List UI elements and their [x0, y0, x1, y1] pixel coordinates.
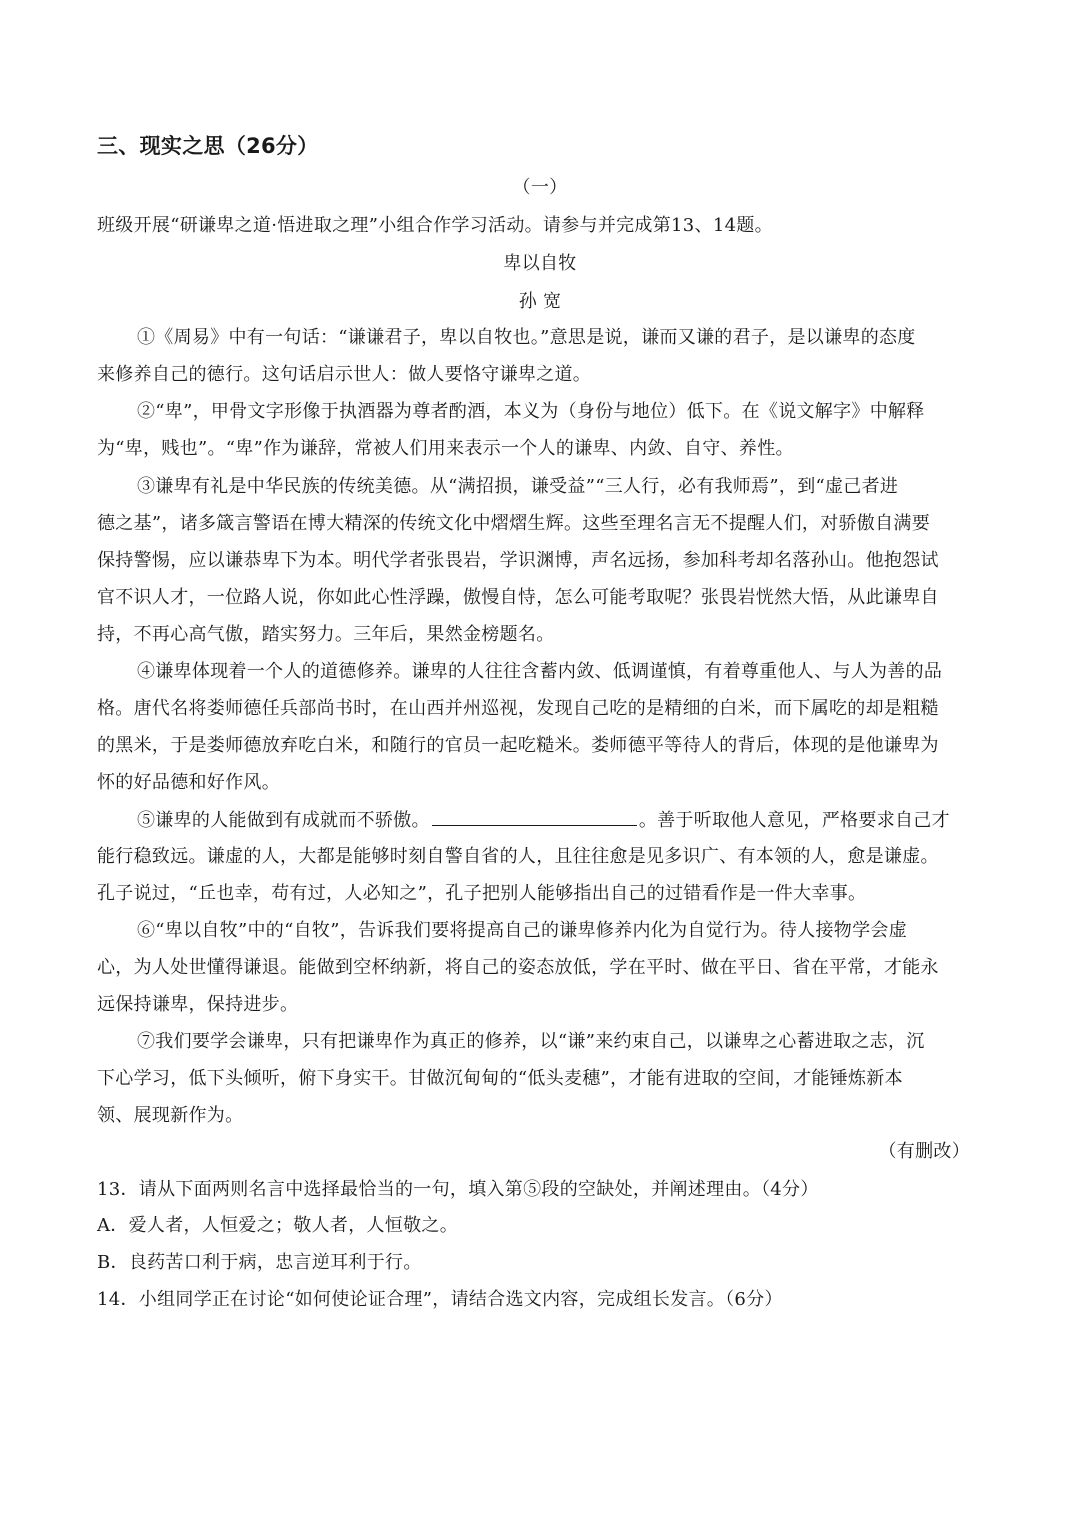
fill-in-blank — [432, 808, 637, 826]
question-14: 14．小组同学正在讨论“如何使论证合理”，请结合选文内容，完成组长发言。（6分） — [97, 1289, 783, 1310]
paragraph-5-line-1 — [137, 808, 950, 833]
paragraph-7-line-1: ⑦我们要学会谦卑，只有把谦卑作为真正的修养，以“谦”来约束自己，以谦卑之心蓄进取之志，沉 — [137, 1031, 925, 1052]
intro-text: 班级开展“研谦卑之道·悟进取之理”小组合作学习活动。请参与并完成第13、14题。 — [97, 215, 773, 236]
paragraph-3-line-1: ③谦卑有礼是中华民族的传统美德。从“满招损，谦受益”“三人行，必有我师焉”，到“虚己者进 — [137, 476, 899, 497]
paragraph-1-line-1: ①《周易》中有一句话：“谦谦君子，卑以自牧也。”意思是说，谦而又谦的君子，是以谦卑的态度 — [137, 327, 916, 348]
question-13: 13．请从下面两则名言中选择最恰当的一句，填入第⑤段的空缺处，并阐述理由。（4分） — [97, 1179, 819, 1200]
paragraph-5-line-3: 孔子说过，“丘也幸，苟有过，人必知之”，孔子把别人能够指出自己的过错看作是一件大幸事。 — [97, 883, 867, 904]
paragraph-4-line-3: 的黑米，于是娄师德放弃吃白米，和随行的官员一起吃糙米。娄师德平等待人的背后，体现的是他谦卑为 — [97, 735, 939, 756]
paragraph-3-line-5: 持，不再心高气傲，踏实努力。三年后，果然金榜题名。 — [97, 624, 555, 645]
section-title: 三、现实之思（26分） — [97, 134, 319, 158]
paragraph-2-line-2: 为“卑，贱也”。“卑”作为谦辞，常被人们用来表示一个人的谦卑、内敛、自守、养性。 — [97, 438, 794, 459]
paragraph-5-after-blank: 。善于听取他人意见，严格要求自己才 — [638, 810, 950, 831]
paragraph-7-line-3: 领、展现新作为。 — [97, 1105, 244, 1126]
article-title: 卑以自牧 — [503, 253, 577, 274]
paragraph-1-line-2: 来修养自己的德行。这句话启示世人：做人要恪守谦卑之道。 — [97, 364, 592, 385]
paragraph-6-line-1: ⑥“卑以自牧”中的“自牧”，告诉我们要将提高自己的谦卑修养内化为自觉行为。待人接物学会虚 — [137, 920, 908, 941]
paragraph-6-line-3: 远保持谦卑，保持进步。 — [97, 994, 299, 1015]
paragraph-3-line-3: 保持警惕，应以谦恭卑下为本。明代学者张畏岩，学识渊博，声名远扬，参加科考却名落孙山。他抱怨试 — [97, 550, 939, 571]
option-b: B．良药苦口利于病，忠言逆耳利于行。 — [97, 1252, 422, 1273]
paragraph-6-line-2: 心，为人处世懂得谦退。能做到空杯纳新，将自己的姿态放低，学在平时、做在平日、省在平常，才能永 — [97, 957, 939, 978]
option-a: A．爱人者，人恒爱之；敬人者，人恒敬之。 — [97, 1215, 458, 1236]
paragraph-2-line-1: ②“卑”，甲骨文字形像于执酒器为尊者酌酒，本义为（身份与地位）低下。在《说文解字》中解释 — [137, 401, 925, 422]
paragraph-4-line-2: 格。唐代名将娄师德任兵部尚书时，在山西并州巡视，发现自己吃的是精细的白米，而下属吃的却是粗糙 — [97, 698, 939, 719]
paragraph-5-start: ⑤谦卑的人能做到有成就而不骄傲。 — [137, 810, 430, 831]
paragraph-4-line-4: 怀的好品德和好作风。 — [97, 772, 280, 793]
paragraph-7-line-2: 下心学习，低下头倾听，俯下身实干。甘做沉甸甸的“低头麦穗”，才能有进取的空间，才能锤炼新本 — [97, 1068, 903, 1089]
part-label: （一） — [512, 177, 568, 198]
edited-note: （有删改） — [878, 1141, 970, 1162]
paragraph-4-line-1: ④谦卑体现着一个人的道德修养。谦卑的人往往含蓄内敛、低调谨慎，有着尊重他人、与人为善的品 — [137, 661, 943, 682]
paragraph-5-line-2: 能行稳致远。谦虚的人，大都是能够时刻自警自省的人，且往往愈是见多识广、有本领的人，愈是谦虚。 — [97, 846, 939, 867]
article-author: 孙 宽 — [518, 291, 562, 312]
paragraph-3-line-2: 德之基”，诸多箴言警语在博大精深的传统文化中熠熠生辉。这些至理名言无不提醒人们，对骄傲自满要 — [97, 513, 930, 534]
paragraph-3-line-4: 官不识人才，一位路人说，你如此心性浮躁，傲慢自恃，怎么可能考取呢？张畏岩恍然大悟，从此谦卑自 — [97, 587, 939, 608]
